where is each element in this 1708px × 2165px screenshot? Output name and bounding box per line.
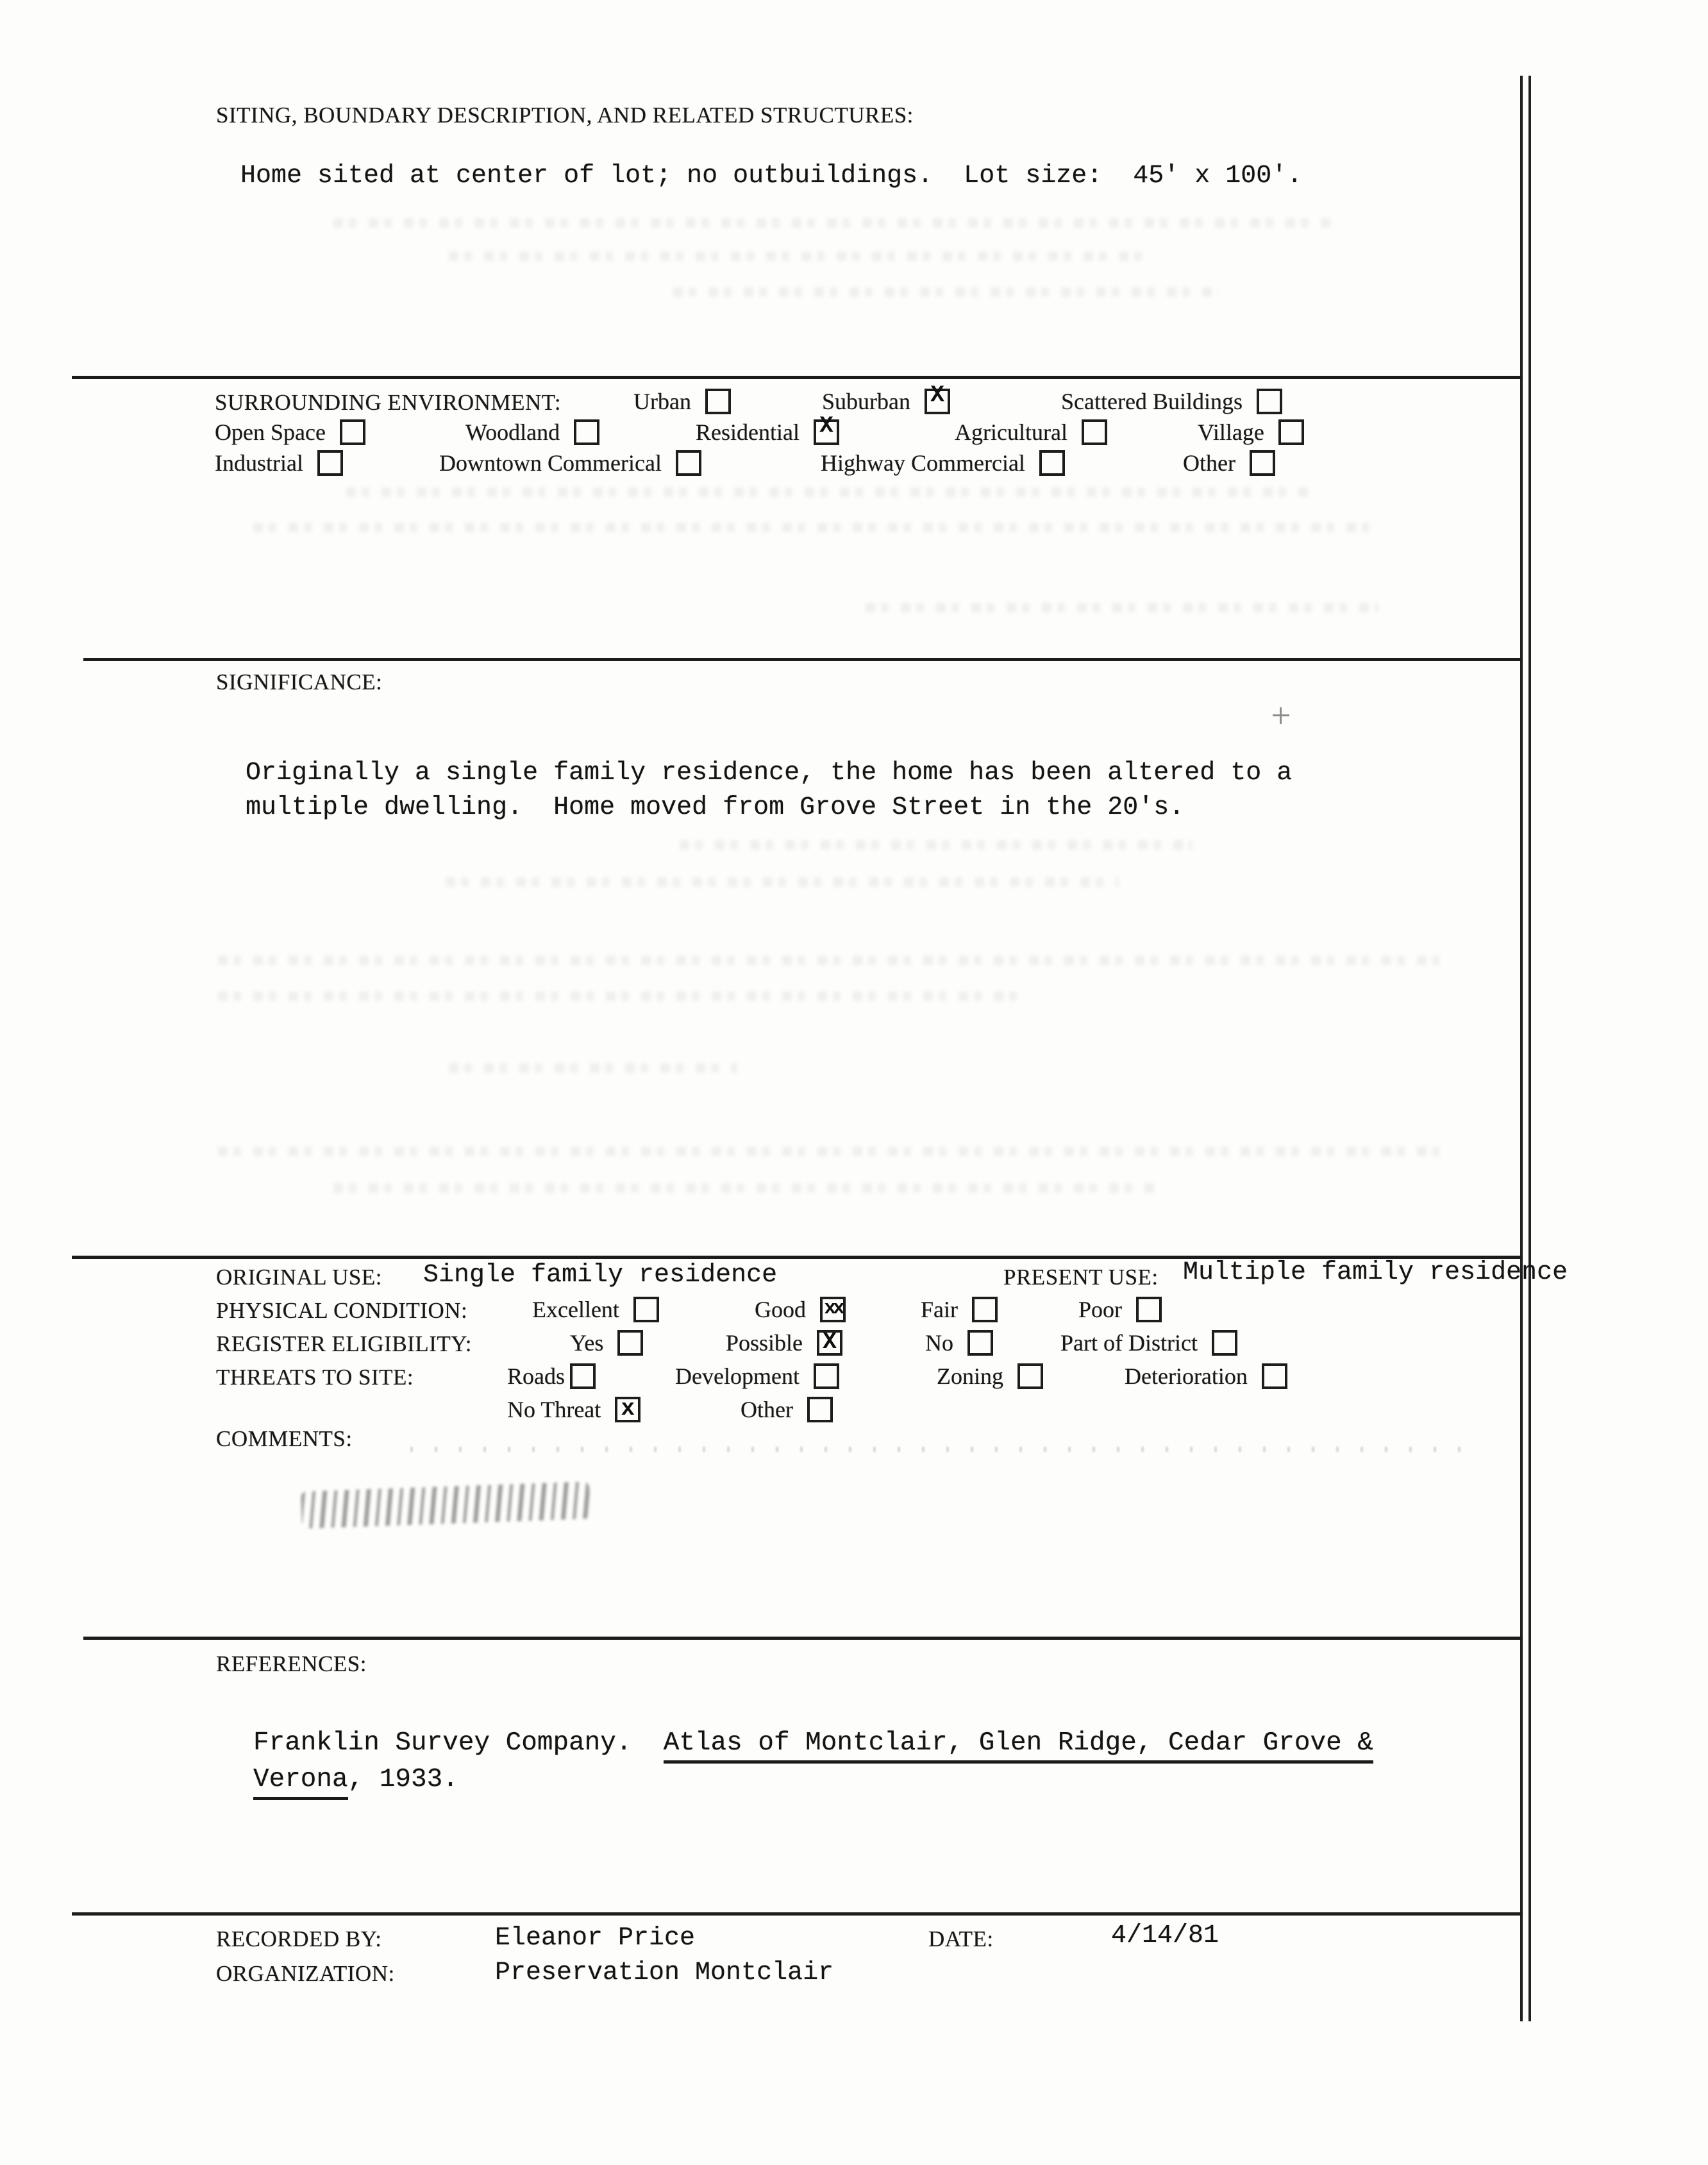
comments-label: COMMENTS: bbox=[216, 1426, 353, 1451]
checkbox-option-label: Industrial bbox=[215, 450, 303, 476]
checkbox bbox=[814, 412, 839, 445]
checkbox-option-industrial bbox=[215, 450, 343, 476]
checkbox bbox=[633, 1297, 659, 1322]
checkbox-option-part-of-district bbox=[1060, 1329, 1237, 1356]
bleed-through-artifact bbox=[680, 840, 1193, 850]
checkbox-option-deterioration bbox=[1125, 1363, 1287, 1390]
checkbox-option-other-environment bbox=[1183, 450, 1275, 476]
significance-text-line1: Originally a single family residence, the home has been altered to a bbox=[246, 759, 1293, 788]
section-divider-4 bbox=[83, 1637, 1522, 1640]
checkbox-option-label: No Threat bbox=[507, 1397, 601, 1422]
bleed-through-artifact bbox=[346, 487, 1308, 497]
organization-label: ORGANIZATION: bbox=[216, 1961, 395, 1986]
checkbox-option-scattered-buildings bbox=[1061, 388, 1282, 415]
checkbox-option-good bbox=[755, 1296, 846, 1323]
checkbox-option-label: Possible bbox=[726, 1330, 803, 1356]
bleed-through-artifact bbox=[218, 956, 1439, 965]
reference-title-part2: Verona bbox=[253, 1765, 348, 1800]
significance-section-label: SIGNIFICANCE: bbox=[216, 670, 383, 695]
checkbox-option-label: Good bbox=[755, 1297, 806, 1322]
checkbox-option-label: Excellent bbox=[532, 1297, 619, 1322]
significance-text-line2: multiple dwelling. Home moved from Grove Street in the 20's. bbox=[246, 793, 1185, 822]
bleed-through-artifact bbox=[218, 991, 1019, 1001]
checkbox-option-label: Poor bbox=[1078, 1297, 1123, 1322]
checkbox bbox=[1257, 389, 1282, 414]
checkbox-mark: xx bbox=[824, 1297, 842, 1320]
bleed-through-artifact bbox=[218, 1147, 1439, 1156]
checkbox-option-label: Other bbox=[741, 1397, 793, 1422]
siting-section-label: SITING, BOUNDARY DESCRIPTION, AND RELATED STRUCTURES: bbox=[216, 103, 914, 128]
reference-author: Franklin Survey Company. bbox=[253, 1728, 664, 1758]
checkbox-mark: X bbox=[930, 382, 944, 409]
surrounding-section-label: SURROUNDING ENVIRONMENT: bbox=[215, 390, 562, 415]
checkbox bbox=[574, 419, 599, 445]
reference-year: , 1933. bbox=[347, 1765, 458, 1794]
checkbox-option-no-threat bbox=[507, 1396, 640, 1423]
checkbox-option-other-threat bbox=[741, 1396, 833, 1423]
checkbox bbox=[1250, 450, 1275, 476]
checkbox bbox=[817, 1330, 842, 1356]
bleed-through-artifact bbox=[253, 523, 1375, 532]
section-divider-2 bbox=[83, 658, 1522, 661]
checkbox bbox=[705, 389, 731, 414]
date-value: 4/14/81 bbox=[1111, 1921, 1219, 1950]
checkbox-option-label: Highway Commercial bbox=[821, 450, 1025, 476]
section-divider-1 bbox=[72, 376, 1522, 379]
checkbox-option-possible bbox=[726, 1329, 842, 1356]
checkbox-option-label: Yes bbox=[570, 1330, 604, 1356]
present-use-label: PRESENT USE: bbox=[1003, 1265, 1159, 1290]
section-divider-5 bbox=[72, 1912, 1522, 1916]
checkbox-option-label: Fair bbox=[921, 1297, 958, 1322]
checkbox-option-label: Deterioration bbox=[1125, 1363, 1248, 1389]
checkbox bbox=[570, 1363, 596, 1389]
checkbox-option-label: Development bbox=[675, 1363, 800, 1389]
checkbox bbox=[1017, 1363, 1043, 1389]
checkbox bbox=[317, 450, 343, 476]
checkbox bbox=[807, 1397, 833, 1422]
checkbox-mark: x bbox=[621, 1395, 635, 1422]
bleed-through-artifact bbox=[673, 287, 1218, 297]
physical-condition-label: PHYSICAL CONDITION: bbox=[216, 1298, 468, 1323]
original-use-value: Single family residence bbox=[423, 1261, 778, 1290]
checkbox bbox=[1082, 419, 1107, 445]
checkbox bbox=[1278, 419, 1304, 445]
checkbox-option-label: Agricultural bbox=[955, 419, 1068, 445]
threats-to-site-label: THREATS TO SITE: bbox=[216, 1365, 414, 1390]
checkbox-option-zoning bbox=[937, 1363, 1043, 1390]
checkbox bbox=[820, 1297, 846, 1322]
checkbox-option-label: Woodland bbox=[465, 419, 560, 445]
present-use-value: Multiple family residence bbox=[1183, 1258, 1568, 1287]
date-label: DATE: bbox=[928, 1926, 994, 1951]
checkbox-option-village bbox=[1198, 419, 1304, 446]
reference-citation-line2 bbox=[253, 1765, 458, 1800]
checkbox-option-highway-commercial bbox=[821, 450, 1065, 476]
checkbox-option-label: Residential bbox=[696, 419, 800, 445]
original-use-label: ORIGINAL USE: bbox=[216, 1265, 382, 1290]
checkbox bbox=[814, 1363, 839, 1389]
checkbox bbox=[676, 450, 701, 476]
bleed-through-artifact bbox=[333, 218, 1334, 228]
checkbox-option-residential bbox=[696, 412, 839, 446]
references-section-label: REFERENCES: bbox=[216, 1651, 367, 1676]
register-eligibility-label: REGISTER ELIGIBILITY: bbox=[216, 1331, 473, 1356]
siting-value: Home sited at center of lot; no outbuildings. Lot size: 45' x 100'. bbox=[240, 162, 1303, 190]
checkbox-option-open-space bbox=[215, 419, 365, 446]
reference-title-part1: Atlas of Montclair, Glen Ridge, Cedar Grove & bbox=[664, 1728, 1373, 1764]
checkbox-option-yes bbox=[570, 1329, 643, 1356]
checkbox bbox=[1262, 1363, 1287, 1389]
checkbox-option-fair bbox=[921, 1296, 998, 1323]
checkbox-option-agricultural bbox=[955, 419, 1107, 446]
checkbox-option-roads bbox=[507, 1363, 596, 1390]
bleed-through-artifact bbox=[446, 877, 1119, 887]
checkbox-option-poor bbox=[1078, 1296, 1162, 1323]
checkbox-option-label: Village bbox=[1198, 419, 1264, 445]
checkbox-option-label: Urban bbox=[633, 389, 691, 414]
checkbox bbox=[1212, 1330, 1237, 1356]
organization-value: Preservation Montclair bbox=[495, 1959, 834, 1987]
checkbox-option-urban bbox=[633, 388, 731, 415]
reference-citation-line1 bbox=[253, 1728, 1373, 1764]
recorded-by-label: RECORDED BY: bbox=[216, 1926, 382, 1951]
checkbox bbox=[967, 1330, 993, 1356]
checkbox-option-label: Other bbox=[1183, 450, 1235, 476]
checkbox-mark: X bbox=[819, 412, 833, 439]
registration-cross-mark bbox=[1273, 707, 1289, 724]
checkbox-mark: X bbox=[823, 1328, 837, 1355]
checkbox-option-label: Downtown Commerical bbox=[439, 450, 662, 476]
bleed-through-artifact bbox=[449, 1063, 737, 1073]
checkbox bbox=[972, 1297, 998, 1322]
scan-smear-artifact bbox=[410, 1447, 1462, 1452]
checkbox-option-no bbox=[925, 1329, 993, 1356]
checkbox-option-label: Part of District bbox=[1060, 1330, 1198, 1356]
checkbox-option-suburban bbox=[822, 382, 950, 415]
checkbox-option-development bbox=[675, 1363, 839, 1390]
vertical-rule bbox=[1520, 76, 1531, 2021]
checkbox bbox=[1039, 450, 1065, 476]
checkbox-option-label: Suburban bbox=[822, 389, 910, 414]
checkbox-option-label: Roads bbox=[507, 1363, 565, 1389]
bleed-through-artifact bbox=[333, 1183, 1154, 1193]
checkbox-option-excellent bbox=[532, 1296, 659, 1323]
faded-handwriting-artifact bbox=[301, 1481, 590, 1529]
checkbox bbox=[615, 1397, 640, 1422]
checkbox-option-label: Open Space bbox=[215, 419, 326, 445]
bleed-through-artifact bbox=[449, 251, 1154, 261]
checkbox-option-woodland bbox=[465, 419, 599, 446]
checkbox-option-label: Scattered Buildings bbox=[1061, 389, 1243, 414]
checkbox-option-downtown-commerical bbox=[439, 450, 701, 476]
checkbox-option-label: Zoning bbox=[937, 1363, 1003, 1389]
checkbox bbox=[925, 382, 950, 414]
recorded-by-value: Eleanor Price bbox=[495, 1924, 696, 1953]
checkbox bbox=[340, 419, 365, 445]
bleed-through-artifact bbox=[866, 603, 1378, 612]
checkbox bbox=[617, 1330, 643, 1356]
checkbox bbox=[1136, 1297, 1162, 1322]
checkbox-option-label: No bbox=[925, 1330, 953, 1356]
